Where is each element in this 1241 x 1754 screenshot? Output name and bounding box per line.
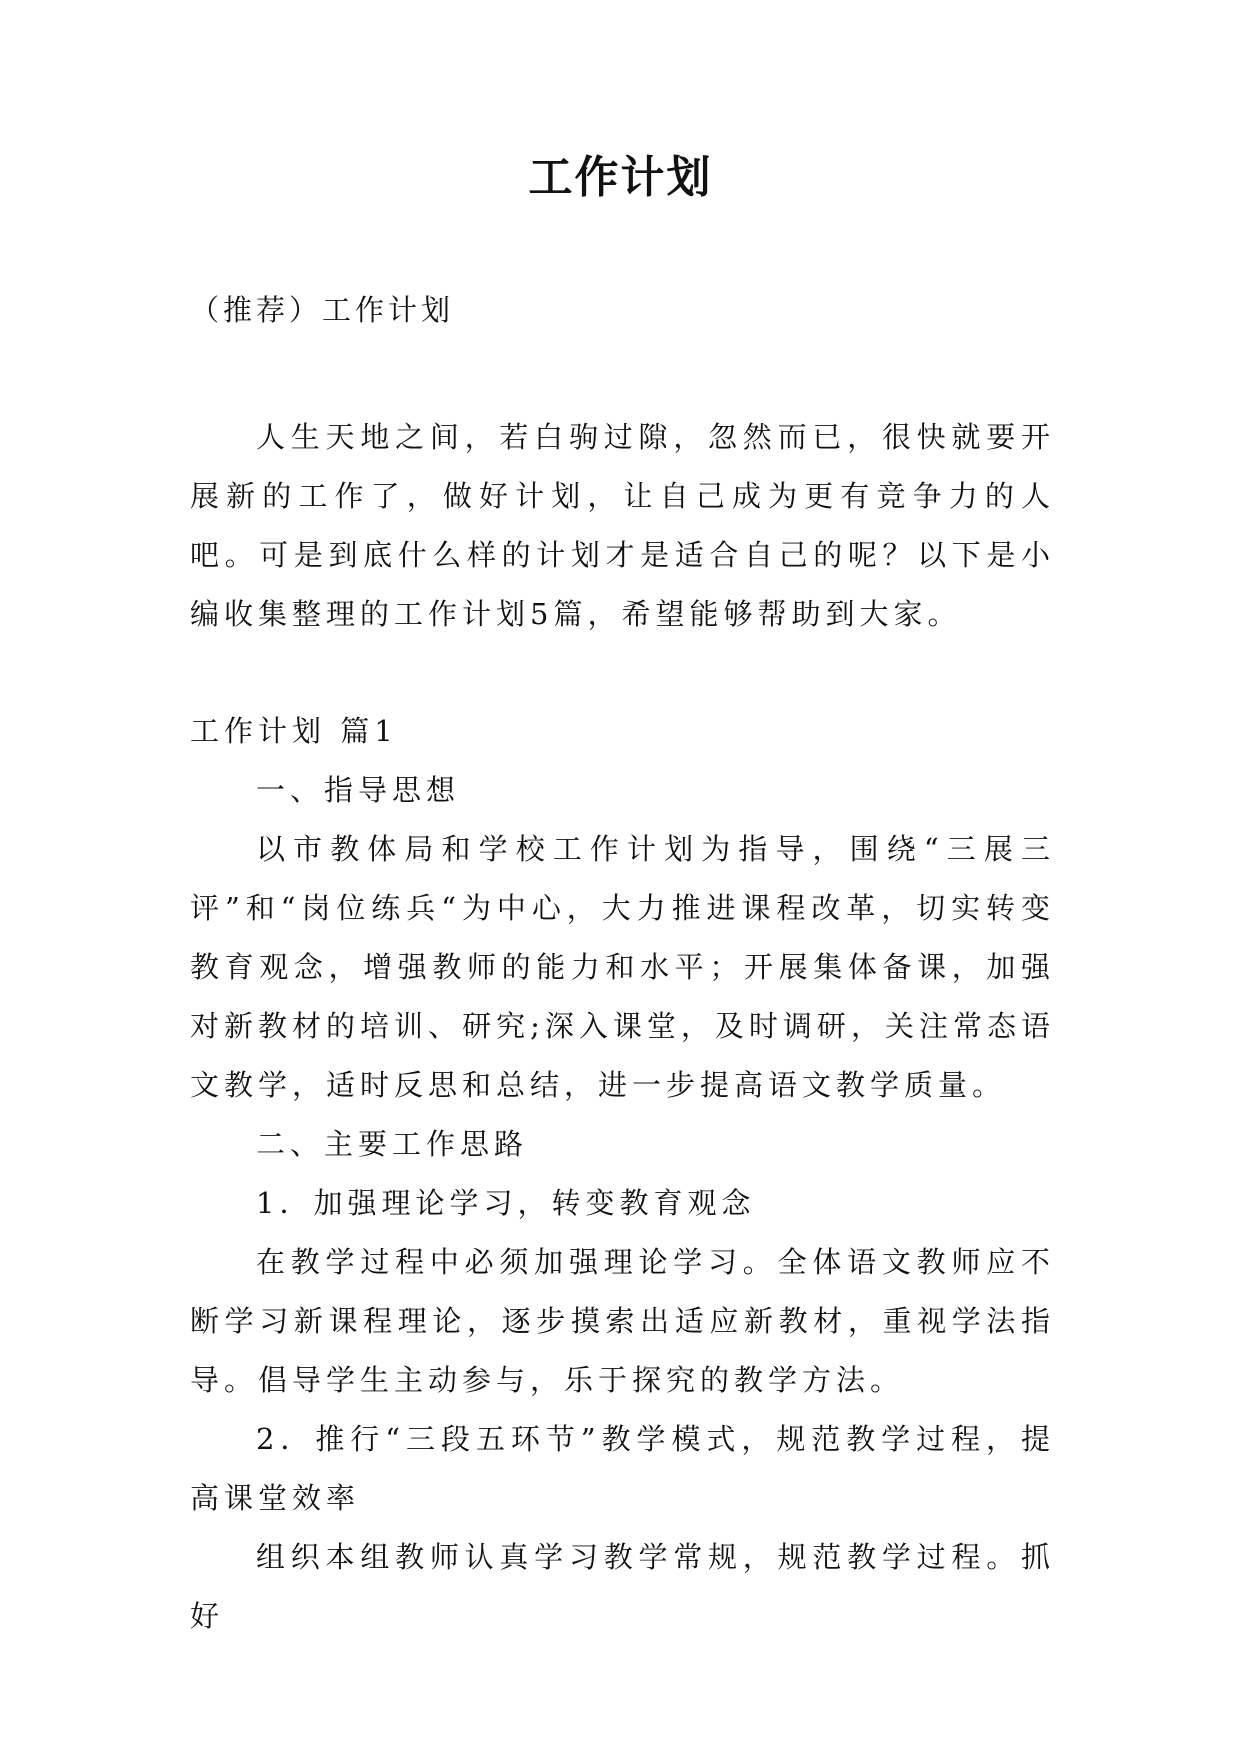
document-title: 工作计划 <box>528 152 713 203</box>
intro-paragraph: 人生天地之间，若白驹过隙，忽然而已，很快就要开展新的工作了，做好计划，让自己成为更有竞争力的人吧。可是到底什么样的计划才是适合自己的呢？以下是小编收集整理的工作计划5篇，希望能够帮助到大家。 <box>190 420 1055 631</box>
subheading-theory-study: 1．加强理论学习，转变教育观念 <box>256 1186 756 1220</box>
paragraph-theory-study: 在教学过程中必须加强理论学习。全体语文教师应不断学习新课程理论，逐步摸索出适应新教材，重视学法指导。倡导学生主动参与，乐于探究的教学方法。 <box>190 1245 1055 1397</box>
document-body <box>190 408 1055 1646</box>
section-heading: 工作计划 篇1 <box>190 714 398 748</box>
subheading-teaching-model: 2．推行“三段五环节”教学模式，规范教学过程，提高课堂效率 <box>190 1422 1055 1515</box>
heading-main-work-ideas: 二、主要工作思路 <box>256 1127 529 1161</box>
paragraph-teaching-routine: 组织本组教师认真学习教学常规，规范教学过程。抓好 <box>190 1540 1055 1633</box>
heading-guiding-ideology: 一、指导思想 <box>256 773 461 807</box>
paragraph-guiding-ideology: 以市教体局和学校工作计划为指导，围绕“三展三评”和“岗位练兵“为中心，大力推进课程改革，切实转变教育观念，增强教师的能力和水平；开展集体备课，加强对新教材的培训、研究;深入课堂，及时调研，关注常态语文教学，适时反思和总结，进一步提高语文教学质量。 <box>190 832 1055 1102</box>
document-subtitle: （推荐）工作计划 <box>190 293 455 327</box>
